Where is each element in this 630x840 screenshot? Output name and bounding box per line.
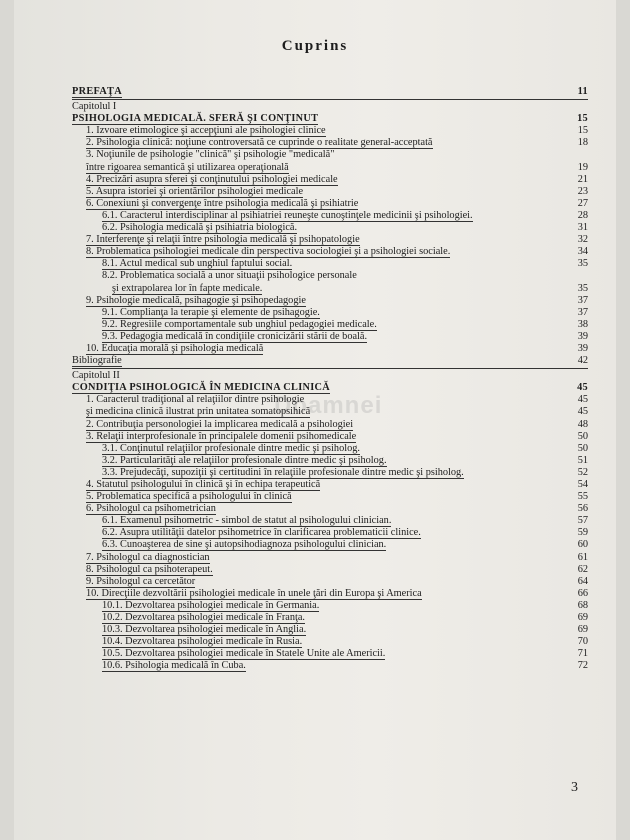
toc-entry-title: 1. Caracterul tradiţional al relaţiilor dintre psihologie (86, 394, 305, 406)
toc-entry (72, 222, 588, 234)
toc-entry-title: CONDIŢIA PSIHOLOGICĂ ÎN MEDICINA CLINICĂ (72, 382, 331, 394)
toc-entry (72, 443, 588, 455)
toc-entry-title: între rigoarea semantică şi utilizarea operaţională (86, 161, 289, 173)
toc-entry-title: 2. Psihologia clinică: noţiune controversată ce cuprinde o realitate general-acceptată (86, 137, 433, 149)
toc-entry-page: 54 (577, 479, 588, 490)
toc-entry-title: 6.1. Examenul psihometric - simbol de statut al psihologului clinician. (102, 515, 392, 527)
toc-entry-page: 34 (577, 246, 588, 258)
toc-entry-page: 15 (577, 113, 588, 125)
toc-entry-page: 37 (577, 294, 588, 306)
toc-entry (72, 234, 588, 246)
page-title: Cuprins (281, 38, 349, 54)
toc-entry-page: 15 (577, 125, 588, 137)
toc-entry (72, 636, 588, 648)
toc-entry-page: 45 (577, 406, 588, 418)
toc-entry (72, 503, 588, 515)
toc-entry-page: 45 (577, 382, 588, 394)
toc-entry (72, 648, 588, 660)
toc-entry-page: 38 (577, 318, 588, 330)
toc-entry-title: şi extrapolarea lor în fapte medicale. (112, 282, 263, 294)
toc-entry (72, 539, 588, 551)
toc-entry-title: 3.1. Conţinutul relaţiilor profesionale dintre medic şi psiholog. (102, 442, 360, 454)
toc-entry (72, 270, 588, 282)
toc-entry-title: 5. Asupra istoriei şi orientărilor psihologiei medicale (86, 185, 304, 197)
toc-entry-title: 10.5. Dezvoltarea psihologiei medicale în Statele Unite ale Americii. (102, 648, 386, 660)
toc-entry (72, 588, 588, 600)
toc-entry (72, 125, 588, 137)
toc-entry-title: Capitolul II (72, 370, 120, 382)
toc-entry-page: 71 (577, 648, 588, 660)
toc-entry (72, 307, 588, 319)
toc-entry-page: 61 (577, 551, 588, 563)
toc-entry-page: 37 (577, 306, 588, 318)
toc-entry (72, 149, 588, 161)
toc-entry (72, 394, 588, 406)
toc-entry-title: 4. Statutul psihologului în clinică şi în echipa terapeutică (86, 479, 321, 490)
toc-entry-title: 3. Noţiunile de psihologie "clinică" şi psihologie "medicală" (86, 149, 335, 161)
toc-entry (72, 198, 588, 210)
toc-label (72, 355, 588, 367)
toc-entry (72, 564, 588, 576)
toc-entry (72, 491, 588, 503)
toc-entry-page: 50 (577, 430, 588, 442)
toc-entry-title: 1. Izvoare etimologice şi accepţiuni ale psihologiei clinice (86, 125, 326, 137)
toc-entry-title: 9. Psihologul ca cercetător (86, 575, 196, 587)
toc-entry-page: 70 (577, 636, 588, 648)
toc-entry-title: 6. Psihologul ca psihometrician (86, 503, 216, 515)
toc-chapter-heading (72, 86, 588, 98)
toc-entry (72, 419, 588, 431)
toc-entry-page: 28 (577, 209, 588, 221)
toc-entry-page: 42 (577, 355, 588, 367)
toc-entry-page: 31 (577, 222, 588, 234)
toc-entry-page: 35 (577, 258, 588, 270)
book-page (14, 0, 616, 840)
toc-entry (72, 319, 588, 331)
toc-entry-title: 10.2. Dezvoltarea psihologiei medicale în Franţa. (102, 612, 306, 624)
toc-entry-title: Capitolul I (72, 101, 117, 113)
toc-entry (72, 467, 588, 479)
toc-entry-title: 5. Problematica specifică a psihologului în clinică (86, 491, 292, 503)
toc-entry-page: 64 (577, 575, 588, 587)
toc-entry-title: PREFAŢA (72, 86, 122, 97)
toc-entry (72, 283, 588, 295)
toc-entry-page: 51 (577, 454, 588, 466)
toc-entry-page: 19 (577, 161, 588, 173)
toc-entry-title: 9.3. Pedagogia medicală în condiţiile cronicizării stării de boală. (102, 330, 368, 342)
toc-entry-page: 68 (577, 599, 588, 611)
toc-entry-title: 9. Psihologie medicală, psihagogie şi psihopedagogie (86, 294, 306, 306)
watermark-text: Doamnei (274, 392, 383, 419)
toc-entry-title: 6. Conexiuni şi convergenţe între psihologia medicală şi psihiatrie (86, 197, 359, 209)
toc-entry-page: 11 (577, 86, 588, 97)
toc-entry-title: 6.2. Psihologia medicală şi psihiatria biologică. (102, 222, 298, 234)
toc-entry-page: 32 (577, 234, 588, 246)
toc-entry-title: 3.3. Prejudecăţi, supoziţii şi certitudini în relaţiile profesionale dintre medic şi psiholog. (102, 466, 464, 478)
toc-entry-title: 2. Contribuţia personologiei la implicarea medicală a psihologiei (86, 418, 354, 430)
toc-entry (72, 431, 588, 443)
toc-entry (72, 576, 588, 588)
toc-entry (72, 343, 588, 355)
toc-entry-title: 10. Direcţiile dezvoltării psihologiei medicale în unele ţări din Europa şi America (86, 587, 422, 599)
toc-entry-page: 45 (577, 394, 588, 406)
toc-entry-page: 50 (577, 442, 588, 454)
toc-entry-title: 4. Precizări asupra sferei şi conţinutului psihologiei medicale (86, 173, 338, 185)
toc-entry (72, 162, 588, 174)
toc-entry (72, 174, 588, 186)
toc-entry-page: 55 (577, 491, 588, 503)
toc-entry-page: 62 (577, 563, 588, 575)
toc-entry-page: 27 (577, 197, 588, 209)
toc-entry-page: 23 (577, 185, 588, 197)
toc-entry-title: şi medicina clinică ilustrat prin unitatea somatopsihică (86, 406, 311, 418)
toc-entry (72, 210, 588, 222)
toc-chapter-heading (72, 113, 588, 125)
toc-entry-title: 10.6. Psihologia medicală în Cuba. (102, 660, 246, 672)
toc-entry (72, 137, 588, 149)
toc-entry-title: 8. Psihologul ca psihoterapeut. (86, 563, 213, 575)
page-number: 3 (571, 780, 578, 795)
toc-entry (72, 600, 588, 612)
toc-entry-page: 52 (577, 466, 588, 478)
toc-entry-page: 35 (577, 282, 588, 294)
toc-entry (72, 406, 588, 418)
toc-entry (72, 246, 588, 258)
toc-entry-page: 18 (577, 137, 588, 149)
toc-entry (72, 527, 588, 539)
toc-entry-page: 60 (577, 539, 588, 551)
toc-entry (72, 295, 588, 307)
toc-entry-title: 6.3. Cunoaşterea de sine şi autopsihodiagnoza psihologului clinician. (102, 539, 387, 551)
toc-entry (72, 479, 588, 491)
toc-entry-page: 59 (577, 527, 588, 539)
toc-entry (72, 612, 588, 624)
toc-entry (72, 515, 588, 527)
toc-entry-page: 66 (577, 587, 588, 599)
toc-entry-title: 3. Relaţii interprofesionale în principalele domenii psihomedicale (86, 430, 357, 442)
toc-entry-title: 8.1. Actul medical sub unghiul faptului social. (102, 258, 293, 270)
toc-entry-title: 10.4. Dezvoltarea psihologiei medicale în Rusia. (102, 636, 303, 648)
toc-entry-title: 7. Interferenţe şi relaţii între psihologia medicală şi psihopatologie (86, 234, 360, 246)
toc-entry-title: 9.2. Regresiile comportamentale sub unghiul pedagogiei medicale. (102, 318, 377, 330)
toc-entry (72, 258, 588, 270)
table-of-contents (72, 86, 588, 673)
toc-entry-title: 8.2. Problematica socială a unor situaţii psihologice personale (102, 270, 357, 282)
toc-entry-page: 57 (577, 515, 588, 527)
toc-entry-title: 7. Psihologul ca diagnostician (86, 551, 210, 563)
toc-entry (72, 660, 588, 672)
toc-entry-page: 56 (577, 503, 588, 515)
toc-entry-title: 6.2. Asupra utilităţii datelor psihometrice în clarificarea problematicii clinice. (102, 527, 421, 539)
toc-entry-title: 10.1. Dezvoltarea psihologiei medicale în Germania. (102, 599, 320, 611)
toc-entry-title: 10. Educaţia morală şi psihologia medicală (86, 342, 264, 354)
toc-entry-title: 8. Problematica psihologiei medicale din perspectiva sociologiei şi a psihologiei sociale. (86, 246, 451, 258)
toc-entry (72, 552, 588, 564)
toc-entry-title: PSIHOLOGIA MEDICALĂ. SFERĂ ŞI CONŢINUT (72, 113, 319, 125)
toc-entry-page: 39 (577, 330, 588, 342)
toc-entry (72, 331, 588, 343)
toc-entry (72, 186, 588, 198)
toc-chapter-heading (72, 382, 588, 394)
toc-entry-title: 3.2. Particularităţi ale relaţiilor profesionale dintre medic şi psiholog. (102, 454, 387, 466)
toc-entry-page: 39 (577, 342, 588, 354)
toc-entry-title: 10.3. Dezvoltarea psihologiei medicale în Anglia. (102, 624, 307, 636)
toc-label (72, 370, 588, 382)
toc-entry-title: Bibliografie (72, 355, 122, 367)
toc-entry-page: 72 (577, 660, 588, 672)
toc-entry-title: 6.1. Caracterul interdisciplinar al psihiatriei reuneşte cunoştinţele medicinii şi psihologiei. (102, 209, 473, 221)
toc-entry-page: 69 (577, 612, 588, 624)
toc-entry (72, 624, 588, 636)
toc-entry-page: 21 (577, 173, 588, 185)
toc-entry-title: 9.1. Complianţa la terapie şi elemente de psihagogie. (102, 306, 320, 318)
toc-entry-page: 69 (577, 624, 588, 636)
toc-entry-page: 48 (577, 418, 588, 430)
toc-entry (72, 455, 588, 467)
toc-label (72, 101, 588, 113)
